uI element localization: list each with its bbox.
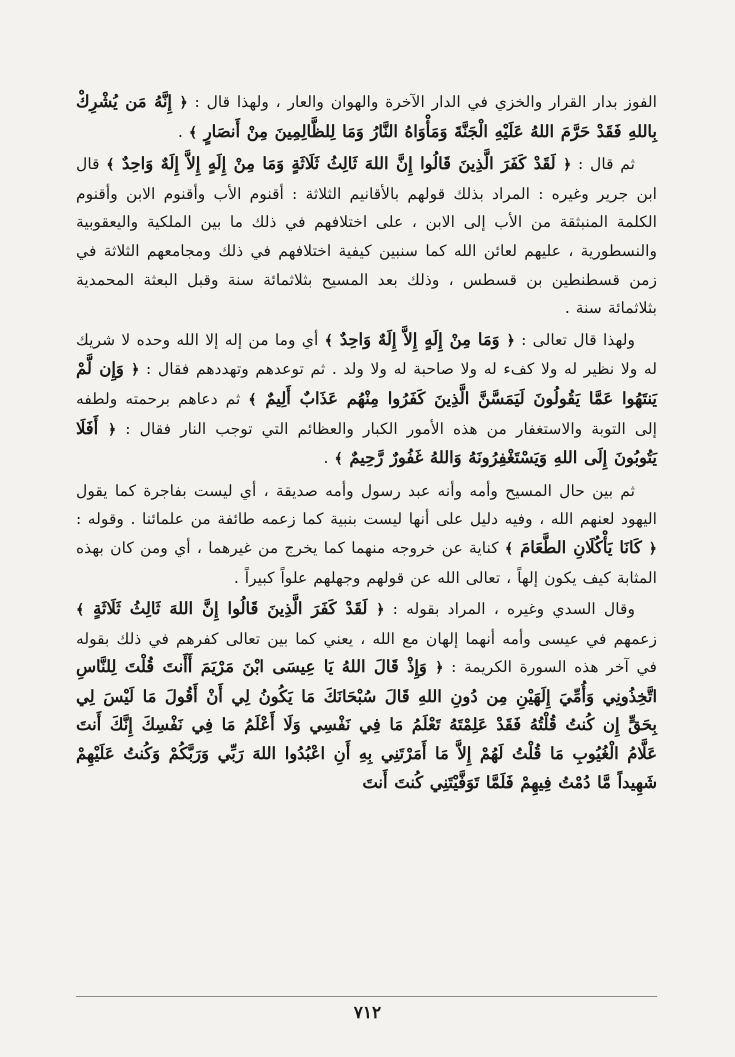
page-number: ٧١٢: [353, 1003, 382, 1023]
quran-verse: كَانَا يَأْكُلَانِ الطَّعَامَ: [513, 537, 649, 557]
body-text-run: قال ابن جرير وغيره : المراد بذلك قولهم بالأقانيم الثلاثة : أقنوم الأب وأقنوم الابن وأقنوم الكلمة المنبثقة من الأب إلى الابن ، على اختلافهم في ذلك ما بين الملكية واليعقوبية والنسطورية ، عليهم لعائن الله كما سنبين كيفية اختلافهم في ذلك ومجامعهم الثلاثة في زمن قسطنطين بن قسطس ، وذلك بعد المسيح بثلاثمائة سنة وقبل البعثة المحمدية بثلاثمائة سنة .: [76, 155, 657, 318]
body-text-run: ثم دعاهم برحمته ولطفه إلى التوبة والاستغفار من هذه الأمور الكبار والعظائم التي توجب النار فقال :: [76, 389, 657, 438]
quran-verse: أَفَلَا يَتُوبُونَ إِلَى اللهِ وَيَسْتَغْفِرُونَهُ وَاللهُ غَفُورٌ رَّحِيمٌ: [76, 418, 657, 468]
ornate-bracket: ﴾: [324, 332, 333, 349]
body-text-run: .: [323, 449, 335, 468]
body-text-run: زعمهم في عيسى وأمه أنهما إلهان مع الله ، يعني كما بين تعالى كفرهم في ذلك بقوله في آخر هذه السورة الكريمة :: [76, 629, 657, 677]
ornate-bracket: ﴾: [188, 124, 198, 141]
body-text-run: وقال السدي وغيره ، المراد بقوله :: [384, 600, 635, 619]
ornate-bracket: ﴾: [504, 540, 514, 557]
body-text-run: الفوز بدار القرار والخزي في الدار الآخرة والهوان والعار ، ولهذا قال :: [187, 93, 657, 111]
quran-verse: وَإِن لَّمْ يَنتَهُوا عَمَّا يَقُولُونَ لَيَمَسَّنَّ الَّذِينَ كَفَرُوا مِنْهُم عَذَابٌ أَلِيمٌ: [76, 359, 657, 408]
ornate-bracket: ﴿: [376, 602, 385, 619]
quran-verse: لَقَدْ كَفَرَ الَّذِينَ قَالُوا إِنَّ اللهَ ثَالِثُ ثَلَاثَةٍ: [84, 599, 377, 619]
body-text: [76, 88, 657, 797]
ornate-bracket: ﴿: [179, 95, 188, 111]
ornate-bracket: ﴿: [108, 421, 117, 438]
paragraph: [76, 150, 657, 323]
ornate-bracket: ﴿: [506, 332, 515, 349]
body-text-run: ثم قال :: [571, 155, 635, 174]
ornate-bracket: ﴾: [106, 157, 115, 174]
ornate-bracket: ﴾: [334, 451, 343, 468]
paragraph: [76, 88, 657, 147]
ornate-bracket: ﴿: [131, 362, 140, 379]
quran-verse: لَقَدْ كَفَرَ الَّذِينَ قَالُوا إِنَّ اللهَ ثَالِثُ ثَلَاثَةٍ وَمَا مِنْ إِلَهٍ إِلاَّ إِلَهٌ وَاحِدٌ: [114, 154, 564, 174]
paragraph: [76, 477, 657, 592]
ornate-bracket: ﴿: [563, 157, 572, 174]
quran-verse: إِنَّهُ مَن يُشْرِكْ بِاللهِ فَقَدْ حَرَّمَ اللهُ عَلَيْهِ الْجَنَّةَ وَمَأْوَاهُ النَّارُ وَمَا لِلظَّالِمِينَ مِنْ أَنصَارٍ: [76, 92, 657, 141]
body-text-run: كناية عن خروجه منهما كما يخرج من غيرهما ، أي ومن كان بهذه المثابة كيف يكون إلهاً ، تعالى الله عن قولهم وجهلهم علواً كبيراً .: [76, 538, 657, 587]
ornate-bracket: ﴾: [248, 391, 257, 408]
paragraph: [76, 326, 657, 474]
quran-verse: وَمَا مِنْ إِلَهٍ إِلاَّ إِلَهٌ وَاحِدٌ: [332, 329, 507, 349]
body-text-run: ثم بين حال المسيح وأمه وأنه عبد رسول وأمه صديقة ، أي ليست بفاجرة كما يقول اليهود لعنهم الله ، وفيه دليل على أنها ليست بنبية كما زعمه طائفة من علمائنا . وقوله :: [76, 481, 657, 529]
paragraph: [76, 595, 657, 797]
footer-rule: [76, 996, 657, 997]
body-text-run: أي وما من إله إلا الله وحده لا شريك له ولا نظير له ولا كفء له ولا صاحبة له ولا ولد . ثم توعدهم وتهددهم فقال :: [76, 330, 657, 379]
quran-verse: وَإِذْ قَالَ اللهُ يَا عِيسَى ابْنَ مَرْيَمَ أَأَنتَ قُلْتَ لِلنَّاسِ اتَّخِذُونِي وَأُمِّيَ إِلَهَيْنِ مِن دُونِ اللهِ قَالَ سُبْحَانَكَ مَا يَكُونُ لِي أَنْ أَقُولَ مَا لَيْسَ لِي بِحَقٍّ إِن كُنتُ قُلْتُهُ فَقَدْ عَلِمْتَهُ تَعْلَمُ مَا فِي نَفْسِي وَلَا أَعْلَمُ مَا فِي نَفْسِكَ إِنَّكَ أَنتَ عَلَّامُ الْغُيُوبِ مَا قُلْتُ لَهُمْ إِلاَّ مَا أَمَرْتَنِي بِهِ أَنِ اعْبُدُوا اللهَ رَبِّي وَرَبَّكُمْ وَكُنتُ عَلَيْهِمْ شَهِيداً مَّا دُمْتُ فِيهِمْ فَلَمَّا تَوَفَّيْتَنِي كُنتَ أَنتَ: [76, 657, 657, 792]
ornate-bracket: ﴿: [648, 540, 657, 557]
body-text-run: .: [177, 122, 189, 141]
ornate-bracket: ﴾: [76, 602, 85, 619]
body-text-run: ولهذا قال تعالى :: [514, 330, 636, 349]
ornate-bracket: ﴿: [435, 660, 444, 677]
